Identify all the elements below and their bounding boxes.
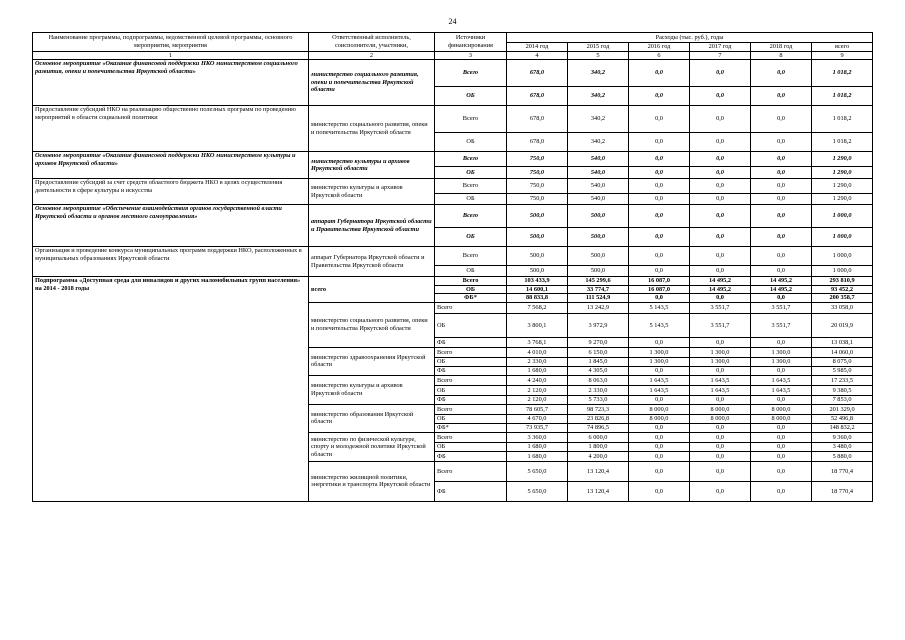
value-total: 93 452,2: [812, 285, 873, 294]
header-year: 2016 год: [629, 43, 690, 52]
value-total: 3 480,0: [812, 442, 873, 451]
value-total: 1 290,0: [812, 167, 873, 179]
value-year: 1 643,5: [690, 375, 751, 385]
value-year: 0,0: [629, 194, 690, 205]
value-year: 0,0: [629, 395, 690, 404]
value-year: 13 120,4: [568, 481, 629, 501]
column-number: 2: [309, 51, 435, 60]
value-total: 7 853,0: [812, 395, 873, 404]
value-total: 1 000,0: [812, 228, 873, 247]
value-year: 678,0: [507, 106, 568, 133]
column-number: 8: [751, 51, 812, 60]
value-year: 0,0: [751, 247, 812, 266]
funding-source: Всего: [435, 432, 507, 442]
value-year: 540,0: [568, 167, 629, 179]
value-year: 6 150,0: [568, 347, 629, 357]
funding-source: Всего: [435, 302, 507, 313]
value-year: 0,0: [629, 294, 690, 303]
value-year: 500,0: [507, 247, 568, 266]
value-year: 0,0: [629, 481, 690, 501]
column-number: 1: [33, 51, 309, 60]
value-year: 3 972,9: [568, 313, 629, 337]
value-total: 293 810,9: [812, 277, 873, 286]
value-year: 678,0: [507, 133, 568, 152]
value-year: 0,0: [690, 60, 751, 87]
value-year: 98 723,3: [568, 404, 629, 414]
value-year: 0,0: [690, 432, 751, 442]
value-year: 1 643,5: [751, 375, 812, 385]
funding-source: ОБ: [435, 285, 507, 294]
value-total: 18 770,4: [812, 481, 873, 501]
table-row: [33, 247, 873, 266]
value-year: 750,0: [507, 167, 568, 179]
value-year: 8 063,0: [568, 375, 629, 385]
value-year: 88 833,8: [507, 294, 568, 303]
value-total: 17 233,5: [812, 375, 873, 385]
value-year: 0,0: [690, 179, 751, 194]
table-header: [33, 33, 873, 60]
value-year: 0,0: [751, 423, 812, 432]
column-number: 7: [690, 51, 751, 60]
header-executor: Ответственный исполнитель, соисполнители, участники,: [309, 33, 435, 52]
value-year: 0,0: [751, 152, 812, 167]
funding-source: ФБ: [435, 481, 507, 501]
value-total: 1 290,0: [812, 194, 873, 205]
executor-name: министерство социального развития, опеки и попечительства Иркутской области: [309, 60, 435, 106]
value-year: 750,0: [507, 194, 568, 205]
value-year: 0,0: [690, 228, 751, 247]
funding-source: ФБ: [435, 451, 507, 461]
value-year: 1 300,0: [629, 347, 690, 357]
value-year: 103 433,9: [507, 277, 568, 286]
value-total: 1 018,2: [812, 106, 873, 133]
value-year: 0,0: [629, 337, 690, 347]
funding-source: Всего: [435, 247, 507, 266]
value-year: 8 000,0: [690, 404, 751, 414]
value-year: 750,0: [507, 179, 568, 194]
value-year: 1 300,0: [690, 347, 751, 357]
value-year: 14 495,2: [690, 285, 751, 294]
value-total: 8 075,0: [812, 357, 873, 366]
value-total: 1 000,0: [812, 205, 873, 228]
header-year: 2014 год: [507, 43, 568, 52]
value-year: 0,0: [629, 87, 690, 106]
value-year: 0,0: [629, 60, 690, 87]
value-year: 16 087,0: [629, 285, 690, 294]
measure-name: Основное мероприятие «Оказание финансовой поддержки НКО министерством культуры и архивов Иркутской области»: [33, 152, 309, 179]
value-year: 4 305,0: [568, 366, 629, 375]
value-year: 13 242,9: [568, 302, 629, 313]
funding-source: ОБ: [435, 414, 507, 423]
funding-source: ОБ: [435, 194, 507, 205]
value-year: 8 000,0: [751, 414, 812, 423]
value-total: 1 000,0: [812, 247, 873, 266]
table-row: [33, 277, 873, 286]
value-year: 0,0: [629, 167, 690, 179]
value-year: 0,0: [629, 442, 690, 451]
value-total: 200 358,7: [812, 294, 873, 303]
value-year: 678,0: [507, 87, 568, 106]
measure-name: Основное мероприятие «Оказание финансовой поддержки НКО министерством социального развития, опеки и попечительства Иркутской области»: [33, 60, 309, 106]
value-year: 0,0: [629, 266, 690, 277]
value-year: 1 643,5: [629, 385, 690, 395]
value-year: 16 087,0: [629, 277, 690, 286]
executor-name: министерство жилищной политики, энергетики и транспорта Иркутской области: [309, 461, 435, 501]
value-year: 0,0: [690, 366, 751, 375]
value-year: 8 000,0: [690, 414, 751, 423]
value-year: 8 000,0: [629, 414, 690, 423]
value-year: 0,0: [751, 366, 812, 375]
value-year: 0,0: [690, 395, 751, 404]
value-total: 5 880,0: [812, 451, 873, 461]
funding-source: ОБ: [435, 313, 507, 337]
value-year: 0,0: [690, 87, 751, 106]
table-row: [33, 205, 873, 228]
value-year: 500,0: [568, 228, 629, 247]
funding-source: Всего: [435, 205, 507, 228]
value-year: 0,0: [751, 205, 812, 228]
value-total: 1 000,0: [812, 266, 873, 277]
funding-source: Всего: [435, 347, 507, 357]
header-year: 2017 год: [690, 43, 751, 52]
value-year: 540,0: [568, 194, 629, 205]
value-year: 0,0: [751, 167, 812, 179]
header-year: 2015 год: [568, 43, 629, 52]
value-year: 4 200,0: [568, 451, 629, 461]
table-row: [33, 152, 873, 167]
funding-source: ОБ: [435, 133, 507, 152]
value-year: 0,0: [751, 60, 812, 87]
value-year: 0,0: [629, 133, 690, 152]
value-year: 14 600,1: [507, 285, 568, 294]
executor-name: министерство социального развития, опеки и попечительства Иркутской области: [309, 106, 435, 152]
value-year: 1 300,0: [751, 347, 812, 357]
value-year: 1 680,0: [507, 442, 568, 451]
executor-name: аппарат Губернатора Иркутской области и Правительства Иркутской области: [309, 205, 435, 247]
value-year: 1 300,0: [751, 357, 812, 366]
value-year: 33 774,7: [568, 285, 629, 294]
value-year: 23 826,8: [568, 414, 629, 423]
header-name: Наименование программы, подпрограммы, ведомственной целевой программы, основного мероприятия, мероприятия: [33, 33, 309, 52]
value-year: 0,0: [751, 266, 812, 277]
header-year-total: всего: [812, 43, 873, 52]
value-total: 1 290,0: [812, 179, 873, 194]
value-year: 0,0: [690, 461, 751, 481]
executor-name: министерство социального развития, опеки и попечительства Иркутской области: [309, 302, 435, 347]
value-year: 3 551,7: [690, 313, 751, 337]
value-year: 111 524,9: [568, 294, 629, 303]
value-year: 2 330,0: [507, 357, 568, 366]
table-row: [33, 60, 873, 87]
value-year: 500,0: [507, 266, 568, 277]
value-year: 4 010,0: [507, 347, 568, 357]
value-total: 9 360,0: [812, 432, 873, 442]
value-year: 1 845,0: [568, 357, 629, 366]
value-year: 7 568,2: [507, 302, 568, 313]
executor-total-label: всего: [309, 277, 435, 303]
measure-name: Предоставление субсидий за счет средств областного бюджета НКО в целях осуществления деятельности в сфере культуры и искусства: [33, 179, 309, 205]
funding-source: ОБ: [435, 167, 507, 179]
value-year: 2 120,0: [507, 385, 568, 395]
value-year: 0,0: [690, 194, 751, 205]
value-year: 0,0: [751, 442, 812, 451]
value-total: 1 018,2: [812, 60, 873, 87]
executor-name: аппарат Губернатора Иркутской области и Правительства Иркутской области: [309, 247, 435, 277]
value-year: 678,0: [507, 60, 568, 87]
value-year: 13 120,4: [568, 461, 629, 481]
value-year: 6 000,0: [568, 432, 629, 442]
measure-name: Организация и проведение конкурса муниципальных программ поддержки НКО, расположенных в муниципальных образованиях Иркутской области: [33, 247, 309, 277]
value-year: 0,0: [629, 247, 690, 266]
value-year: 8 000,0: [629, 404, 690, 414]
value-year: 0,0: [690, 451, 751, 461]
value-year: 0,0: [629, 366, 690, 375]
funding-source: Всего: [435, 404, 507, 414]
value-year: 3 551,7: [690, 302, 751, 313]
value-year: 3 551,7: [751, 313, 812, 337]
value-year: 0,0: [751, 481, 812, 501]
value-year: 14 495,2: [690, 277, 751, 286]
value-total: 201 329,0: [812, 404, 873, 414]
value-year: 4 240,0: [507, 375, 568, 385]
value-year: 0,0: [629, 205, 690, 228]
value-year: 340,2: [568, 60, 629, 87]
header-source: Источники финансирования: [435, 33, 507, 52]
value-year: 0,0: [751, 432, 812, 442]
value-year: 5 650,0: [507, 481, 568, 501]
funding-source: Всего: [435, 375, 507, 385]
value-year: 78 605,7: [507, 404, 568, 414]
value-total: 20 019,9: [812, 313, 873, 337]
value-year: 14 495,2: [751, 277, 812, 286]
funding-source: ОБ: [435, 442, 507, 451]
value-year: 5 143,5: [629, 313, 690, 337]
value-year: 0,0: [751, 228, 812, 247]
value-year: 1 680,0: [507, 451, 568, 461]
value-year: 0,0: [690, 152, 751, 167]
value-total: 1 290,0: [812, 152, 873, 167]
budget-table-sheet: [32, 32, 872, 502]
table-row: [33, 179, 873, 194]
value-year: 0,0: [629, 179, 690, 194]
executor-name: министерство культуры и архивов Иркутской области: [309, 152, 435, 179]
value-year: 500,0: [568, 247, 629, 266]
value-year: 4 670,0: [507, 414, 568, 423]
value-year: 1 643,5: [751, 385, 812, 395]
value-year: 0,0: [751, 87, 812, 106]
value-year: 340,2: [568, 87, 629, 106]
funding-source: ФБ: [435, 395, 507, 404]
value-year: 145 299,6: [568, 277, 629, 286]
value-year: 0,0: [690, 266, 751, 277]
value-year: 0,0: [751, 133, 812, 152]
value-year: 14 495,2: [751, 285, 812, 294]
value-year: 500,0: [507, 228, 568, 247]
executor-name: министерство культуры и архивов Иркутской области: [309, 375, 435, 404]
value-year: 0,0: [629, 106, 690, 133]
value-year: 0,0: [751, 179, 812, 194]
value-total: 1 018,2: [812, 87, 873, 106]
value-year: 5 650,0: [507, 461, 568, 481]
value-year: 3 360,0: [507, 432, 568, 442]
measure-name: Основное мероприятие «Обеспечение взаимодействия органов государственной власти Иркутской области и органов местного самоуправления»: [33, 205, 309, 247]
funding-source: Всего: [435, 461, 507, 481]
value-year: 0,0: [629, 461, 690, 481]
value-year: 1 300,0: [690, 357, 751, 366]
executor-name: министерство по физической культуре, спорту и молодежной политике Иркутской области: [309, 432, 435, 461]
value-year: 0,0: [690, 337, 751, 347]
executor-name: министерство образования Иркутской области: [309, 404, 435, 432]
value-year: 74 896,5: [568, 423, 629, 432]
value-total: 14 060,0: [812, 347, 873, 357]
funding-source: Всего: [435, 106, 507, 133]
funding-source: ФБ*: [435, 294, 507, 303]
header-year: 2018 год: [751, 43, 812, 52]
table-row: [33, 106, 873, 133]
value-year: 0,0: [690, 205, 751, 228]
value-year: 0,0: [690, 423, 751, 432]
measure-name: Предоставление субсидий НКО на реализацию общественно полезных программ по проведению мероприятий в области социальной политики: [33, 106, 309, 152]
value-year: 340,2: [568, 106, 629, 133]
value-year: 0,0: [690, 294, 751, 303]
value-total: 9 380,5: [812, 385, 873, 395]
value-year: 3 768,1: [507, 337, 568, 347]
value-total: 13 038,1: [812, 337, 873, 347]
funding-source: Всего: [435, 152, 507, 167]
value-year: 1 680,0: [507, 366, 568, 375]
value-year: 1 643,5: [690, 385, 751, 395]
funding-source: ОБ: [435, 228, 507, 247]
value-year: 500,0: [507, 205, 568, 228]
value-year: 0,0: [690, 247, 751, 266]
value-total: 52 496,8: [812, 414, 873, 423]
value-year: 0,0: [751, 294, 812, 303]
value-year: 0,0: [751, 461, 812, 481]
value-year: 500,0: [568, 205, 629, 228]
value-year: 0,0: [629, 228, 690, 247]
value-total: 5 985,0: [812, 366, 873, 375]
value-year: 500,0: [568, 266, 629, 277]
funding-source: ОБ: [435, 385, 507, 395]
funding-source: ОБ: [435, 357, 507, 366]
value-year: 8 000,0: [751, 404, 812, 414]
value-year: 0,0: [690, 442, 751, 451]
value-year: 5 733,0: [568, 395, 629, 404]
value-total: 33 058,0: [812, 302, 873, 313]
value-year: 340,2: [568, 133, 629, 152]
value-total: 1 018,2: [812, 133, 873, 152]
column-number: 9: [812, 51, 873, 60]
value-year: 5 143,5: [629, 302, 690, 313]
value-year: 0,0: [690, 106, 751, 133]
column-number: 6: [629, 51, 690, 60]
value-year: 0,0: [629, 432, 690, 442]
funding-source: ФБ: [435, 366, 507, 375]
funding-source: ОБ: [435, 266, 507, 277]
funding-source: ФБ: [435, 337, 507, 347]
executor-name: министерство здравоохранения Иркутской области: [309, 347, 435, 375]
value-total: 18 770,4: [812, 461, 873, 481]
subprogram-name: Подпрограмма «Доступная среда для инвалидов и других маломобильных групп населения» на 2014 - 2018 годы: [33, 277, 309, 502]
value-year: 3 800,1: [507, 313, 568, 337]
executor-name: министерство культуры и архивов Иркутской области: [309, 179, 435, 205]
value-year: 9 270,0: [568, 337, 629, 347]
value-year: 1 643,5: [629, 375, 690, 385]
header-expenses: Расходы (тыс. руб.), годы: [507, 33, 873, 43]
column-number: 4: [507, 51, 568, 60]
value-year: 0,0: [629, 423, 690, 432]
value-year: 750,0: [507, 152, 568, 167]
funding-source: Всего: [435, 60, 507, 87]
value-year: 0,0: [690, 167, 751, 179]
value-year: 2 330,0: [568, 385, 629, 395]
value-year: 0,0: [751, 194, 812, 205]
value-year: 540,0: [568, 152, 629, 167]
funding-source: ФБ*: [435, 423, 507, 432]
value-year: 1 800,0: [568, 442, 629, 451]
value-year: 540,0: [568, 179, 629, 194]
value-year: 73 935,7: [507, 423, 568, 432]
value-year: 0,0: [751, 106, 812, 133]
value-year: 0,0: [629, 451, 690, 461]
budget-table: [32, 32, 873, 502]
page-number: 24: [448, 17, 457, 26]
funding-source: Всего: [435, 179, 507, 194]
funding-source: ОБ: [435, 87, 507, 106]
column-number: 3: [435, 51, 507, 60]
value-year: 2 120,0: [507, 395, 568, 404]
value-year: 0,0: [751, 337, 812, 347]
funding-source: Всего: [435, 277, 507, 286]
value-year: 0,0: [690, 133, 751, 152]
value-year: 0,0: [629, 152, 690, 167]
value-year: 3 551,7: [751, 302, 812, 313]
value-total: 148 832,2: [812, 423, 873, 432]
value-year: 0,0: [751, 395, 812, 404]
value-year: 0,0: [690, 481, 751, 501]
value-year: 0,0: [751, 451, 812, 461]
value-year: 1 300,0: [629, 357, 690, 366]
table-body: [33, 60, 873, 502]
column-number: 5: [568, 51, 629, 60]
